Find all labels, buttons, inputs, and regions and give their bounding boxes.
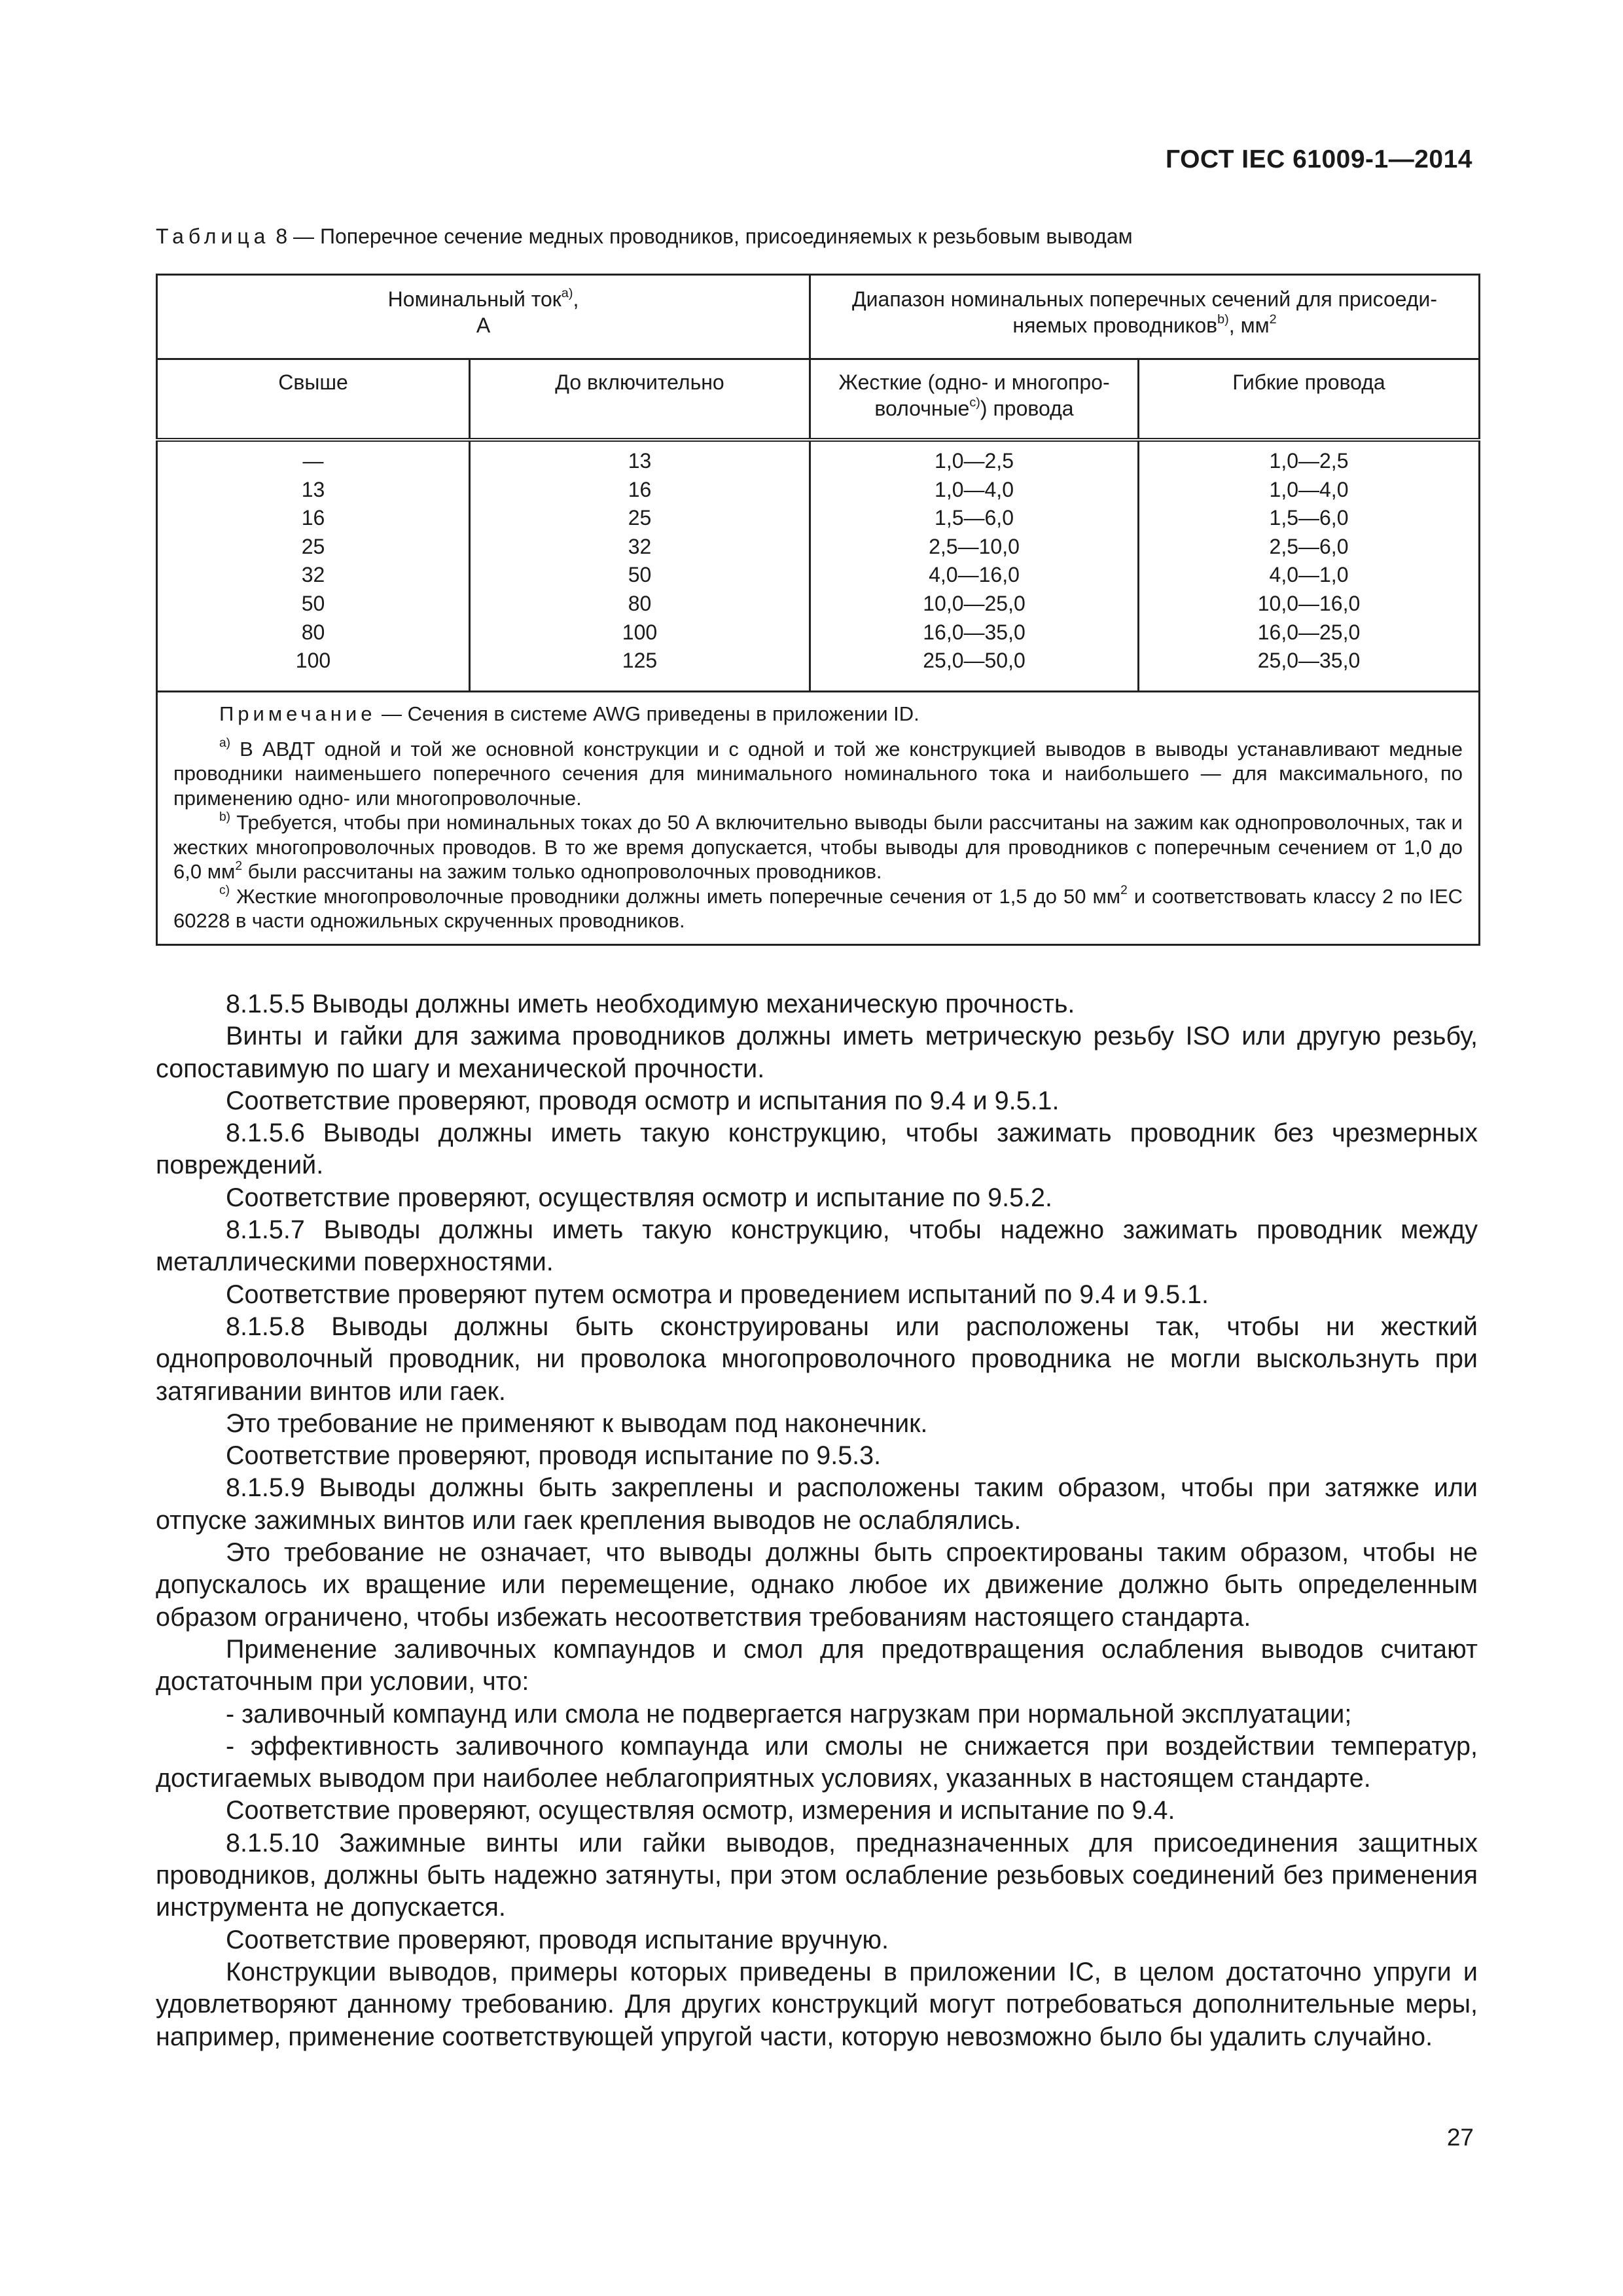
cell-over-6: 80 [301, 620, 325, 644]
header-flexible: Гибкие провода [1139, 359, 1480, 440]
cell-flex-2: 1,5—6,0 [1269, 506, 1349, 530]
cell-flex-3: 2,5—6,0 [1269, 534, 1349, 558]
column-over-values [157, 440, 470, 692]
page-number: 27 [1446, 2124, 1474, 2151]
paragraph: 8.1.5.6 Выводы должны иметь такую конструкцию, чтобы зажимать проводник без чрезмерных повреждений. [156, 1119, 1478, 1180]
cell-upto-7: 125 [622, 649, 658, 673]
cell-upto-1: 16 [628, 477, 652, 501]
cell-rigid-3: 2,5—10,0 [929, 534, 1020, 558]
conductor-table [156, 274, 1480, 946]
paragraph: Соответствие проверяют, осуществляя осмотр и испытание по 9.5.2. [226, 1183, 1052, 1212]
paragraph: 8.1.5.9 Выводы должны быть закреплены и расположены таким образом, чтобы при затяжке или отпуске зажимных винтов или гаек крепления выводов не ослаблялись. [156, 1473, 1478, 1535]
cell-rigid-0: 1,0—2,5 [935, 449, 1014, 473]
paragraph: 8.1.5.10 Зажимные винты или гайки выводов, предназначенных для присоединения защитных проводников, должны быть надежно затянуты, при этом ослабление резьбовых соединений без применения инструмента не допускается. [156, 1828, 1478, 1922]
cell-over-0: — [302, 449, 324, 473]
cell-flex-6: 16,0—25,0 [1257, 620, 1361, 644]
list-item: - заливочный компаунд или смола не подвергается нагрузкам при нормальной эксплуатации; [226, 1699, 1352, 1729]
paragraph: 8.1.5.7 Выводы должны иметь такую конструкцию, чтобы надежно зажимать проводник между металлическими поверхностями. [156, 1215, 1478, 1277]
header-up-to: До включительно [470, 359, 810, 440]
cell-over-7: 100 [295, 649, 331, 673]
paragraph: Это требование не означает, что выводы должны быть спроектированы таким образом, чтобы не допускалось их вращение или перемещение, однако любое их движение должно быть определенным образом ограничено, чтобы избежать несоответствия требованиям настоящего стандарта. [156, 1538, 1478, 1632]
column-rigid-values [810, 440, 1139, 692]
footnote-a: $^{a)}$ В АВДТ одной и той же основной конструкции и с одной и той же конструкцией выводов в выводы устанавливают медные проводники наименьшего поперечного сечения для минимального номинального тока и наибольшего — для максимального, по применению одно- или многопроволочные. [173, 736, 1463, 810]
cell-upto-3: 32 [628, 534, 652, 558]
table-notes [157, 692, 1480, 945]
cell-upto-2: 25 [628, 506, 652, 530]
cell-over-3: 25 [301, 534, 325, 558]
cell-rigid-6: 16,0—35,0 [923, 620, 1026, 644]
footnote-b: $^{b)}$ Требуется, чтобы при номинальных токах до 50 А включительно выводы были рассчитаны на зажим как однопроволочных, так и жестких многопроволочных проводов. В то же время допускается, чтобы выводы для проводников с поперечным сечением от 1,0 до 6,0 $мм^2$ были рассчитаны на зажим только однопроволочных проводников. [173, 810, 1463, 883]
document-header: ГОСТ IEC 61009-1—2014 [1165, 145, 1472, 173]
table-body-row [157, 440, 1480, 692]
cell-upto-5: 80 [628, 591, 652, 615]
body-text [156, 988, 1478, 2053]
paragraph: Применение заливочных компаундов и смол для предотвращения ослабления выводов считают достаточным при условии, что: [156, 1634, 1478, 1696]
cell-upto-0: 13 [628, 449, 652, 473]
cell-rigid-4: 4,0—16,0 [929, 563, 1020, 587]
cell-flex-0: 1,0—2,5 [1269, 449, 1349, 473]
paragraph: 8.1.5.8 Выводы должны быть сконструированы или расположены так, чтобы ни жесткий однопроволочный проводник, ни проволока многопроволочного проводника не могли выскользнуть при затягивании винтов или гаек. [156, 1312, 1478, 1406]
paragraph: Соответствие проверяют, проводя осмотр и испытания по 9.4 и 9.5.1. [226, 1086, 1060, 1115]
cell-upto-6: 100 [622, 620, 658, 644]
table-header-row-2 [157, 359, 1480, 440]
paragraph: Соответствие проверяют, проводя испытание по 9.5.3. [226, 1441, 882, 1471]
cell-rigid-7: 25,0—50,0 [923, 649, 1026, 673]
header-rigid: Жесткие (одно- и многопро- волочные$^{c)}$) провода [810, 359, 1139, 440]
cell-rigid-1: 1,0—4,0 [935, 477, 1014, 501]
cell-flex-7: 25,0—35,0 [1257, 649, 1361, 673]
cell-over-4: 32 [301, 563, 325, 587]
header-over: Свыше [157, 359, 470, 440]
paragraph: Соответствие проверяют, проводя испытание вручную. [226, 1925, 889, 1954]
paragraph: Это требование не применяют к выводам под наконечник. [226, 1408, 928, 1438]
cell-rigid-5: 10,0—25,0 [923, 591, 1026, 615]
paragraph: Винты и гайки для зажима проводников должны иметь метрическую резьбу ISO или другую резьбу, сопоставимую по шагу и механической прочности. [156, 1022, 1478, 1083]
cell-flex-1: 1,0—4,0 [1269, 477, 1349, 501]
header-rated-current: Номинальный ток$^{a)}$, А [157, 275, 810, 359]
table-caption-label: Таблица [156, 224, 270, 248]
cell-over-2: 16 [301, 506, 325, 530]
table-notes-row [157, 692, 1480, 945]
paragraph: Соответствие проверяют путем осмотра и проведением испытаний по 9.4 и 9.5.1. [226, 1280, 1209, 1309]
cell-rigid-2: 1,5—6,0 [935, 506, 1014, 530]
cell-over-5: 50 [301, 591, 325, 615]
paragraph: Конструкции выводов, примеры которых приведены в приложении IC, в целом достаточно упруги и удовлетворяют данному требованию. Для других конструкций могут потребоваться дополнительные меры, например, применение соответствующей упругой части, которую невозможно было бы удалить случайно. [156, 1957, 1478, 2051]
cell-flex-4: 4,0—1,0 [1269, 563, 1349, 587]
paragraph: 8.1.5.5 Выводы должны иметь необходимую механическую прочность. [226, 990, 1075, 1018]
cell-over-1: 13 [301, 477, 325, 501]
table-caption-text: 8 — Поперечное сечение медных проводников, присоединяемых к резьбовым выводам [276, 224, 1133, 248]
column-upto-values [470, 440, 810, 692]
column-flex-values [1139, 440, 1480, 692]
header-cross-section-range: Диапазон номинальных поперечных сечений для присоеди- няемых проводников$^{b)}$, $мм^2$ [810, 275, 1480, 359]
cell-flex-5: 10,0—16,0 [1257, 591, 1361, 615]
table-caption [156, 224, 1478, 249]
footnote-c: $^{c)}$ Жесткие многопроволочные проводники должны иметь поперечные сечения от 1,5 до 50 $мм^2$ и соответствовать классу 2 по IEC 60228 в части одножильных скрученных проводников. [173, 884, 1463, 932]
cell-upto-4: 50 [628, 563, 652, 587]
table-note: Примечание — Сечения в системе AWG приведены в приложении ID. [219, 702, 919, 725]
paragraph: Соответствие проверяют, осуществляя осмотр, измерения и испытание по 9.4. [226, 1796, 1175, 1825]
table-header-row-1 [157, 275, 1480, 359]
list-item: - эффективность заливочного компаунда или смолы не снижается при воздействии температур, достигаемых выводом при наиболее неблагоприятных условиях, указанных в настоящем стандарте. [156, 1731, 1478, 1793]
